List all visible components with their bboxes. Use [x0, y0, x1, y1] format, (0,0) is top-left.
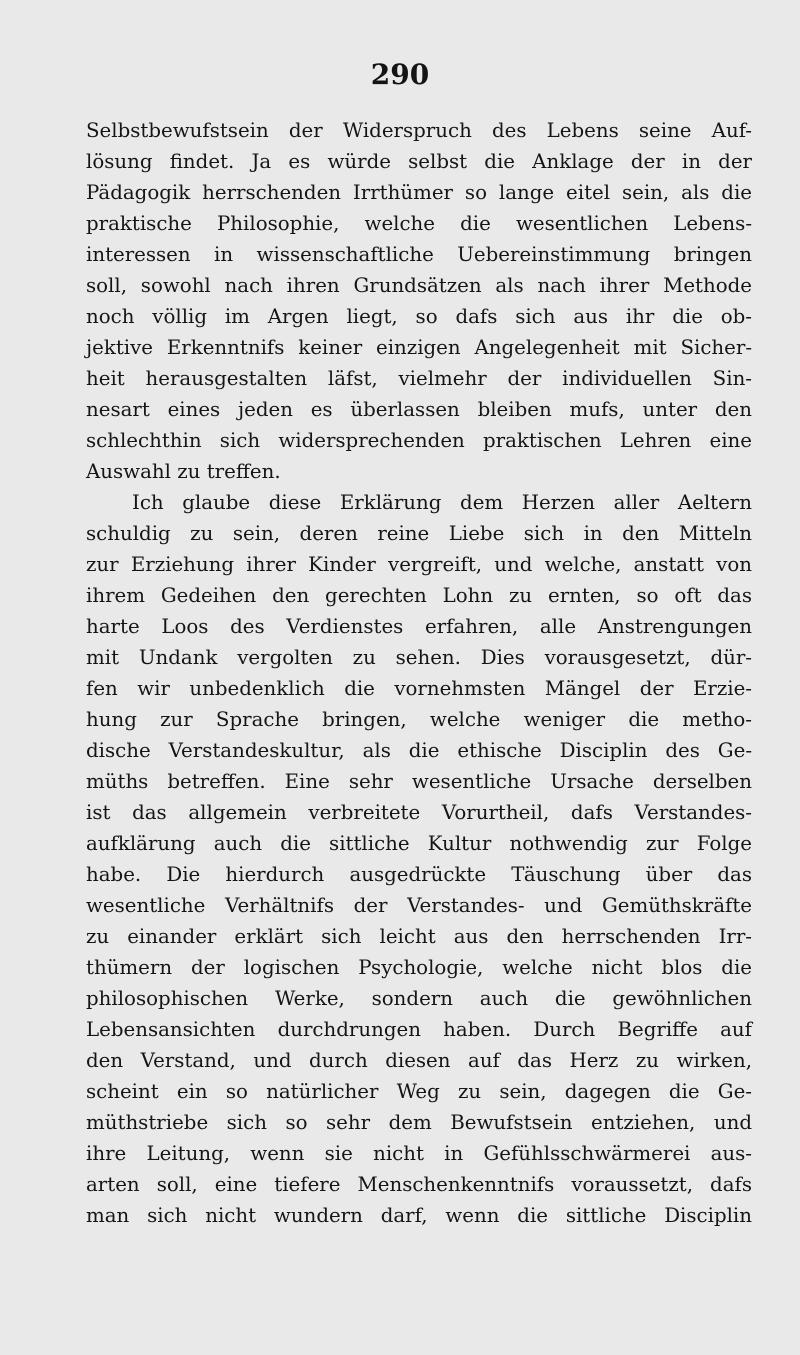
text-line: ihre Leitung, wenn sie nicht in Gefühlsschwärmerei aus- — [86, 1142, 752, 1165]
text-line: den Verstand, und durch diesen auf das Herz zu wirken, — [86, 1049, 752, 1072]
text-line: aufklärung auch die sittliche Kultur nothwendig zur Folge — [86, 832, 752, 855]
text-line: man sich nicht wundern darf, wenn die sittliche Disciplin — [86, 1204, 752, 1227]
text-line: müthstriebe sich so sehr dem Bewufstsein entziehen, und — [86, 1111, 752, 1134]
text-line: nesart eines jeden es überlassen bleiben mufs, unter den — [86, 398, 752, 421]
text-line: praktische Philosophie, welche die wesentlichen Lebens- — [86, 212, 752, 235]
text-line: Selbstbewufstsein der Widerspruch des Lebens seine Auf- — [86, 119, 752, 142]
text-line: thümern der logischen Psychologie, welche nicht blos die — [86, 956, 752, 979]
text-line: ist das allgemein verbreitete Vorurtheil, dafs Verstandes- — [86, 801, 752, 824]
text-line: noch völlig im Argen liegt, so dafs sich aus ihr die ob- — [86, 305, 752, 328]
text-line: scheint ein so natürlicher Weg zu sein, dagegen die Ge- — [86, 1080, 752, 1103]
text-line: fen wir unbedenklich die vornehmsten Mängel der Erzie- — [86, 677, 752, 700]
text-line: Auswahl zu treffen. — [86, 460, 281, 483]
text-line: harte Loos des Verdienstes erfahren, alle Anstrengungen — [86, 615, 752, 638]
page-number: 290 — [370, 58, 430, 91]
text-line: philosophischen Werke, sondern auch die gewöhnlichen — [86, 987, 752, 1010]
text-line: arten soll, eine tiefere Menschenkenntnifs voraussetzt, dafs — [86, 1173, 752, 1196]
text-line: schlechthin sich widersprechenden praktischen Lehren eine — [86, 429, 752, 452]
text-line: Ich glaube diese Erklärung dem Herzen aller Aeltern — [132, 491, 752, 514]
text-line: Pädagogik herrschenden Irrthümer so lange eitel sein, als die — [86, 181, 752, 204]
text-line: interessen in wissenschaftliche Uebereinstimmung bringen — [86, 243, 752, 266]
body-text — [86, 115, 752, 1231]
text-line: habe. Die hierdurch ausgedrückte Täuschung über das — [86, 863, 752, 886]
text-line: jektive Erkenntnifs keiner einzigen Angelegenheit mit Sicher- — [86, 336, 752, 359]
text-line: schuldig zu sein, deren reine Liebe sich in den Mitteln — [86, 522, 752, 545]
text-line: heit herausgestalten läfst, vielmehr der individuellen Sin- — [86, 367, 752, 390]
text-line: zu einander erklärt sich leicht aus den herrschenden Irr- — [86, 925, 752, 948]
text-line: ihrem Gedeihen den gerechten Lohn zu ernten, so oft das — [86, 584, 752, 607]
text-line: Lebensansichten durchdrungen haben. Durch Begriffe auf — [86, 1018, 752, 1041]
text-line: zur Erziehung ihrer Kinder vergreift, und welche, anstatt von — [86, 553, 752, 576]
text-line: soll, sowohl nach ihren Grundsätzen als nach ihrer Methode — [86, 274, 752, 297]
text-line: lösung findet. Ja es würde selbst die Anklage der in der — [86, 150, 752, 173]
text-line: hung zur Sprache bringen, welche weniger die metho- — [86, 708, 752, 731]
text-line: müths betreffen. Eine sehr wesentliche Ursache derselben — [86, 770, 752, 793]
text-line: wesentliche Verhältnifs der Verstandes- und Gemüthskräfte — [86, 894, 752, 917]
text-line: mit Undank vergolten zu sehen. Dies vorausgesetzt, dür- — [86, 646, 752, 669]
text-line: dische Verstandeskultur, als die ethische Disciplin des Ge- — [86, 739, 752, 762]
